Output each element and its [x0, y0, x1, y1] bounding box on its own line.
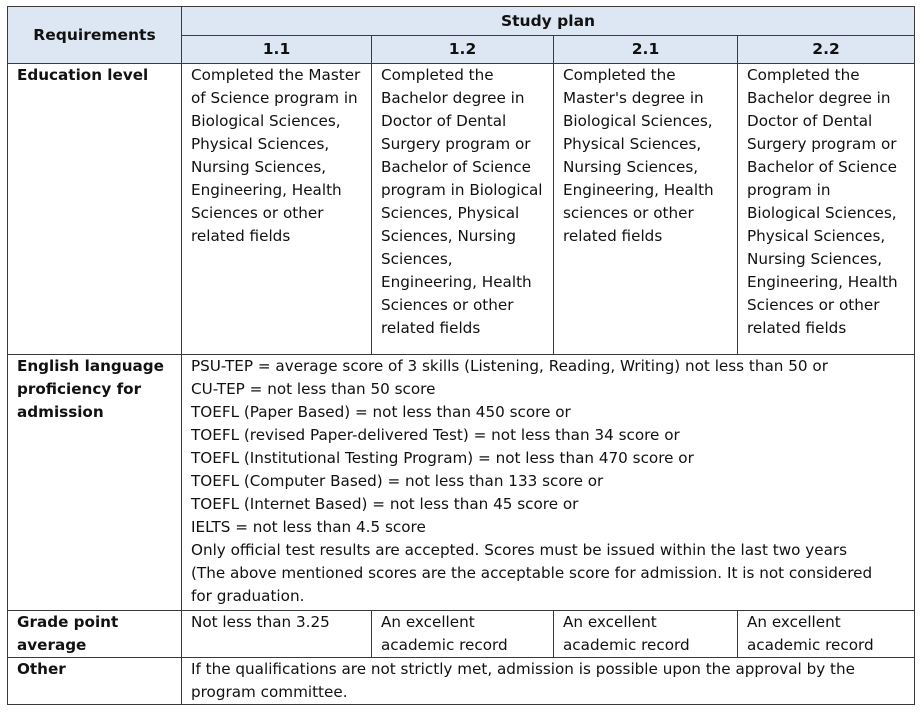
gpa-plan-1-1: Not less than 3.25 [182, 611, 372, 658]
english-line: IELTS = not less than 4.5 score [191, 518, 426, 536]
english-line: (The above mentioned scores are the acceptable score for admission. It is not considered [191, 564, 873, 582]
english-line: TOEFL (revised Paper-delivered Test) = not less than 34 score or [191, 426, 680, 444]
plan-header-1-2: 1.2 [372, 36, 554, 64]
gpa-row [8, 611, 915, 658]
english-line: TOEFL (Institutional Testing Program) = not less than 470 score or [191, 449, 694, 467]
english-line: TOEFL (Paper Based) = not less than 450 score or [191, 403, 571, 421]
english-line: CU-TEP = not less than 50 score [191, 380, 436, 398]
plan-header-2-2: 2.2 [738, 36, 915, 64]
study-plan-header: Study plan [182, 7, 915, 36]
other-label: Other [8, 658, 182, 705]
english-row [8, 355, 915, 611]
english-label: English language proficiency for admission [8, 355, 182, 611]
english-requirements [182, 355, 915, 611]
other-row [8, 658, 915, 705]
requirements-header: Requirements [8, 7, 182, 64]
requirements-table [7, 6, 915, 705]
other-text: If the qualifications are not strictly met, admission is possible upon the approval by the program committee. [182, 658, 915, 705]
english-line: PSU-TEP = average score of 3 skills (Listening, Reading, Writing) not less than 50 or [191, 357, 828, 375]
english-line: TOEFL (Computer Based) = not less than 133 score or [191, 472, 604, 490]
english-line: Only official test results are accepted. Scores must be issued within the last two years [191, 541, 848, 559]
plan-header-2-1: 2.1 [554, 36, 738, 64]
education-row [8, 64, 915, 355]
gpa-plan-1-2: An excellent academic record [372, 611, 554, 658]
education-plan-2-1: Completed the Master's degree in Biological Sciences, Physical Sciences, Nursing Sciences, Engineering, Health sciences or other related fields [554, 64, 738, 355]
english-line: for graduation. [191, 587, 305, 605]
education-plan-1-2: Completed the Bachelor degree in Doctor of Dental Surgery program or Bachelor of Science program in Biological Sciences, Physical Sciences, Nursing Sciences, Engineering, Health Sciences or other related fields [372, 64, 554, 355]
education-plan-1-1: Completed the Master of Science program in Biological Sciences, Physical Sciences, Nursing Sciences, Engineering, Health Sciences or other related fields [182, 64, 372, 355]
plan-header-1-1: 1.1 [182, 36, 372, 64]
gpa-label: Grade point average [8, 611, 182, 658]
education-label: Education level [8, 64, 182, 355]
english-line: TOEFL (Internet Based) = not less than 45 score or [191, 495, 579, 513]
gpa-plan-2-2: An excellent academic record [738, 611, 915, 658]
education-plan-2-2: Completed the Bachelor degree in Doctor of Dental Surgery program or Bachelor of Science program in Biological Sciences, Physical Sciences, Nursing Sciences, Engineering, Health Sciences or other related fields [738, 64, 915, 355]
gpa-plan-2-1: An excellent academic record [554, 611, 738, 658]
